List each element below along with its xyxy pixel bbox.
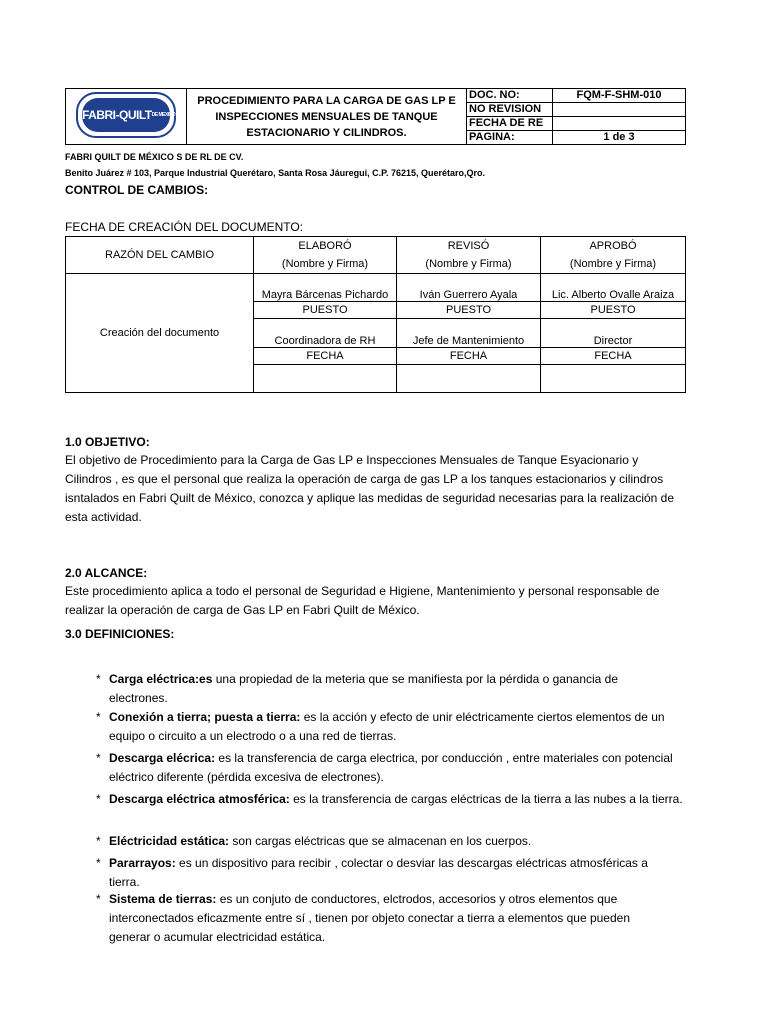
revision-date-value xyxy=(553,117,686,131)
header-reviso: REVISÓ (Nombre y Firma) xyxy=(397,237,541,274)
revision-value xyxy=(553,103,686,117)
fecha-creacion-label: FECHA DE CREACIÓN DEL DOCUMENTO: xyxy=(65,220,304,234)
definition-item: * Sistema de tierras: es un conjuto de conductores, elctrodos, accesorios y otros elementos que interconectados eficazmente entre sí , tienen por objeto conectar a tierra a elementos que pueden generar o acumular electricidad estática. xyxy=(96,892,630,944)
elaboro-fecha-label: FECHA xyxy=(254,348,397,365)
doc-no-label: DOC. NO: xyxy=(467,89,553,103)
aprobo-puesto-label: PUESTO xyxy=(541,302,686,319)
header-elaboro: ELABORÓ (Nombre y Firma) xyxy=(254,237,397,274)
objetivo-text: El objetivo de Procedimiento para la Carga de Gas LP e Inspecciones Mensuales de Tanque Esyacionario y Cilindros , es que el personal que realiza la operación de carga de gas LP a los tanques estacionarios y cilindros isntalados en Fabri Quilt de México, conozca y aplique las medidas de seguridad necesarias para la realización de esta actividad. xyxy=(65,453,675,524)
company-logo: FABRI-$QUILT^{DE MEXICO}$ xyxy=(66,89,187,145)
document-title: PROCEDIMIENTO PARA LA CARGA DE GAS LP E INSPECCIONES MENSUALES DE TANQUE ESTACIONARIO Y CILINDROS. xyxy=(187,89,467,145)
alcance-text: Este procedimiento aplica a todo el personal de Seguridad e Higiene, Mantenimiento y personal responsable de realizar la operación de carga de Gas LP en Fabri Quilt de México. xyxy=(65,584,660,617)
company-name: FABRI QUILT DE MÉXICO S DE RL DE CV. xyxy=(65,152,244,162)
definition-item: * Descarga elécrica: es la transferencia de carga electrica, por conducción , entre materiales con potencial eléctrico diferente (pérdida excesiva de electrones). xyxy=(96,751,673,784)
reviso-fecha xyxy=(397,365,541,393)
definition-item: * Descarga eléctrica atmosférica: es la transferencia de cargas eléctricas de la tierra a las nubes a la tierra. xyxy=(96,792,683,806)
revision-date-label: FECHA DE RE xyxy=(467,117,553,131)
aprobo-fecha xyxy=(541,365,686,393)
reviso-puesto: Jefe de Mantenimiento xyxy=(397,319,541,348)
company-address: Benito Juárez # 103, Parque Industrial Querétaro, Santa Rosa Jáuregui, C.P. 76215, Querétaro,Qro. xyxy=(65,168,485,178)
razon-cell: Creación del documento xyxy=(66,274,254,393)
aprobo-nombre: Lic. Alberto Ovalle Araiza xyxy=(541,274,686,302)
definition-item: * Pararrayos: es un dispositivo para recibir , colectar o desviar las descargas eléctricas atmosféricas a tierra. xyxy=(96,856,648,889)
control-cambios-title: CONTROL DE CAMBIOS: xyxy=(65,183,209,197)
reviso-nombre: Iván Guerrero Ayala xyxy=(397,274,541,302)
reviso-puesto-label: PUESTO xyxy=(397,302,541,319)
elaboro-nombre: Mayra Bárcenas Pichardo xyxy=(254,274,397,302)
aprobo-fecha-label: FECHA xyxy=(541,348,686,365)
page-label: PAGINA: xyxy=(467,131,553,145)
alcance-title: 2.0 ALCANCE: xyxy=(65,566,148,580)
aprobo-puesto: Director xyxy=(541,319,686,348)
definition-item: * Carga eléctrica:es una propiedad de la meteria que se manifiesta por la pérdida o ganancia de electrones. xyxy=(96,672,619,705)
definition-item: * Eléctricidad estática: son cargas eléctricas que se almacenan en los cuerpos. xyxy=(96,834,532,848)
doc-no-value: FQM-F-SHM-010 xyxy=(553,89,686,103)
elaboro-fecha xyxy=(254,365,397,393)
elaboro-puesto-label: PUESTO xyxy=(254,302,397,319)
changes-table xyxy=(65,236,686,393)
elaboro-puesto: Coordinadora de RH xyxy=(254,319,397,348)
revision-label: NO REVISION xyxy=(467,103,553,117)
objetivo-title: 1.0 OBJETIVO: xyxy=(65,435,150,449)
definiciones-title: 3.0 DEFINICIONES: xyxy=(65,627,175,641)
header-razon: RAZÓN DEL CAMBIO xyxy=(66,237,254,274)
definition-item: * Conexión a tierra; puesta a tierra: es la acción y efecto de unir eléctricamente ciertos elementos de un equipo o circuito a un electrodo o a una red de tierras. xyxy=(96,710,665,743)
reviso-fecha-label: FECHA xyxy=(397,348,541,365)
document-header xyxy=(65,88,686,145)
header-aprobo: APROBÓ (Nombre y Firma) xyxy=(541,237,686,274)
page-value: 1 de 3 xyxy=(553,131,686,145)
